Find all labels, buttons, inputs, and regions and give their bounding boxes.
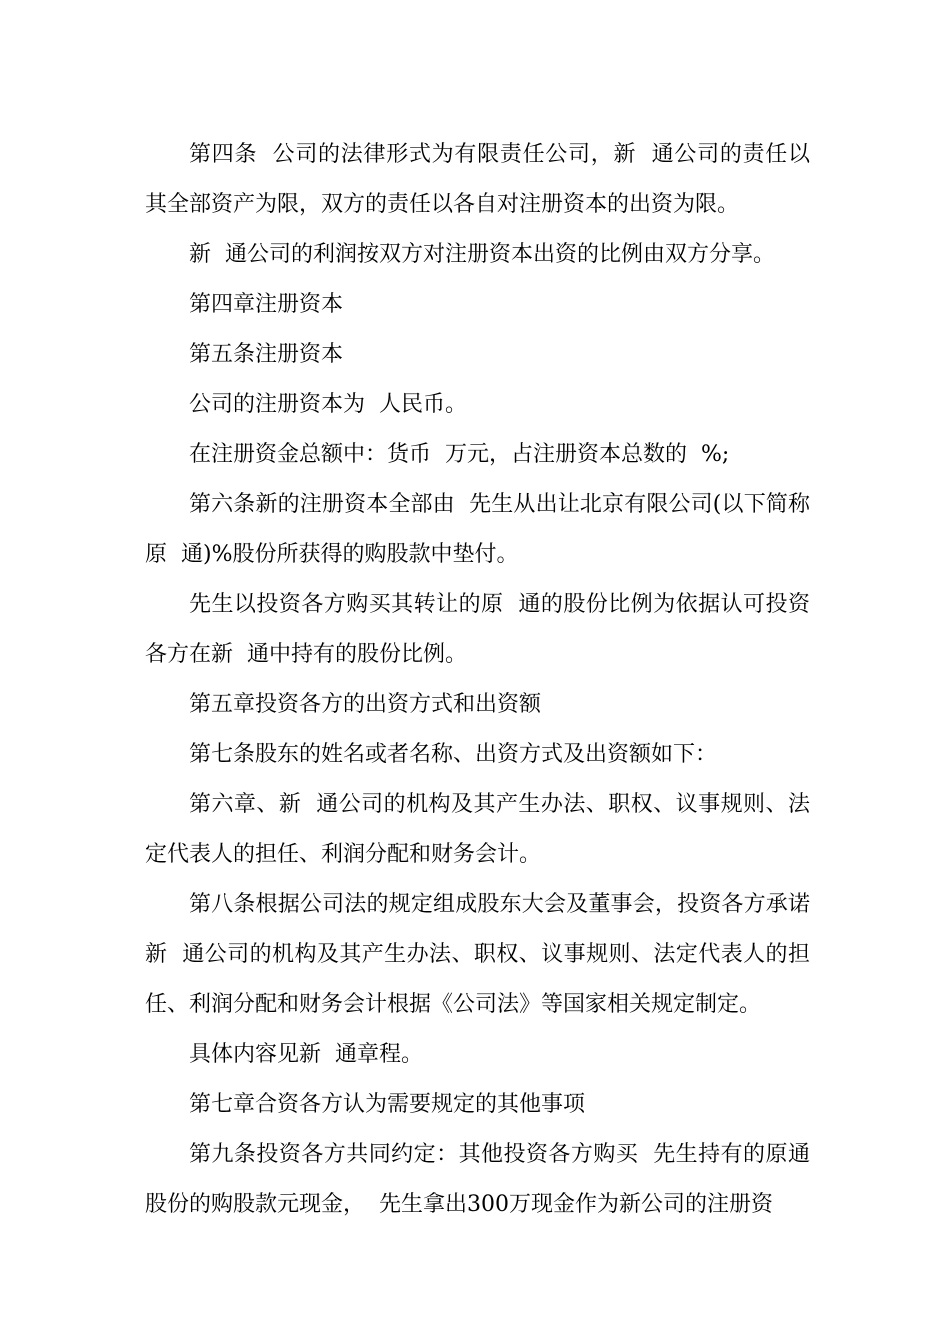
chapter-5-heading: 第五章投资各方的出资方式和出资额	[189, 692, 542, 717]
paragraph-article-8: 第八条根据公司法的规定组成股东大会及董事会，投资各方承诺新 通公司的机构及其产生办法、职权、议事规则、法定代表人的担任、利润分配和财务会计根据《公司法》等国家相关规定制定。	[145, 892, 810, 1017]
paragraph-article-7: 第七条股东的姓名或者名称、出资方式及出资额如下：	[189, 742, 718, 767]
paragraph-articles-reference: 具体内容见新 通章程。	[189, 1042, 423, 1067]
paragraph-registered-capital: 公司的注册资本为 人民币。	[189, 392, 467, 417]
paragraph-profit-sharing: 新 通公司的利润按双方对注册资本出资的比例由双方分享。	[189, 242, 775, 267]
article-5-heading: 第五条注册资本	[189, 342, 344, 367]
paragraph-article-4: 第四条 公司的法律形式为有限责任公司，新 通公司的责任以其全部资产为限，双方的责任以各自对注册资本的出资为限。	[145, 142, 810, 217]
paragraph-share-ratio: 先生以投资各方购买其转让的原 通的股份比例为依据认可投资各方在新 通中持有的股份比例。	[145, 592, 810, 667]
paragraph-capital-composition: 在注册资金总额中：货币 万元，占注册资本总数的 %;	[189, 442, 730, 467]
chapter-6-heading: 第六章、新 通公司的机构及其产生办法、职权、议事规则、法定代表人的担任、利润分配和财务会计。	[145, 792, 810, 867]
paragraph-article-6: 第六条新的注册资本全部由 先生从出让北京有限公司(以下简称原 通)%股份所获得的购股款中垫付。	[145, 492, 810, 567]
chapter-7-heading: 第七章合资各方认为需要规定的其他事项	[189, 1092, 586, 1117]
chapter-4-heading: 第四章注册资本	[189, 292, 344, 317]
paragraph-article-9: 第九条投资各方共同约定：其他投资各方购买 先生持有的原通股份的购股款元现金， 先生拿出300万现金作为新公司的注册资	[145, 1142, 810, 1217]
document-body	[145, 130, 810, 1230]
